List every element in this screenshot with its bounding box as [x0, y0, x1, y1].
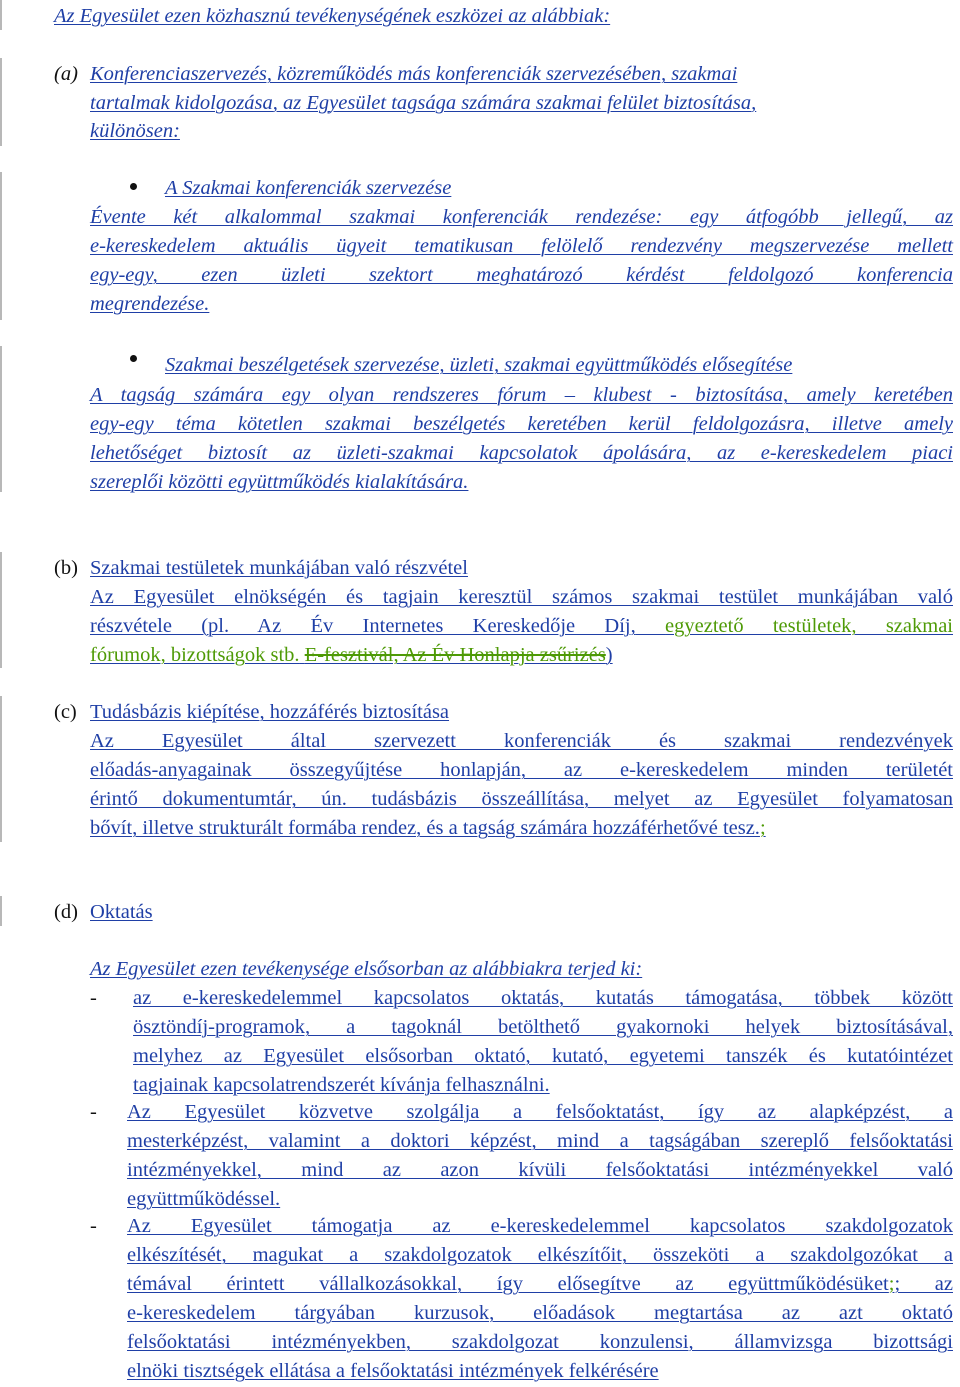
item-a-line: különösen: [90, 120, 180, 142]
item-a-paragraph [90, 62, 910, 152]
bullet-icon [130, 355, 137, 362]
item-d-sub1-line: ösztöndíj-programok, a tagoknál betölthető gyakornoki helyek biztosításával, [133, 1016, 953, 1038]
item-d-sub1 [133, 986, 953, 1106]
item-c-heading: Tudásbázis kiépítése, hozzáférés biztosítása [90, 701, 450, 723]
bullet2-line: egy-egy téma kötetlen szakmai beszélgetés keretében kerül feldolgozásra, illetve amely [90, 413, 953, 435]
item-a-line: tartalmak kidolgozása, az Egyesület tagsága számára szakmai felület biztosítása, [90, 91, 757, 114]
change-bar [0, 346, 2, 492]
item-b-line3-b: E-fesztivál, Az Év Honlapja zsűrizés [304, 644, 606, 666]
item-b-line [90, 643, 613, 667]
item-d-sub3-line: elnöki tisztségek ellátása a felsőoktatási intézmények felkérésére [127, 1360, 659, 1382]
item-d-heading-block [90, 900, 290, 928]
item-a-line: Konferenciaszervezés, közreműködés más konferenciák szervezésében, szakmai [90, 63, 738, 85]
item-c-paragraph [90, 700, 953, 850]
item-c-line: érintő dokumentumtár, ún. tudásbázis összeállítása, melyet az Egyesület folyamatosan [90, 788, 953, 810]
change-bar [0, 696, 2, 842]
dash-marker: - [90, 987, 97, 1009]
item-c-last-a: bővít, illetve strukturált formába rendez, és a tagság számára hozzáférhetővé tesz. [90, 817, 760, 839]
bullet1-heading-block [165, 176, 665, 204]
item-d-sub3-line3-c: ; az [894, 1273, 953, 1295]
item-b-line3-a: fórumok, bizottságok stb. [90, 644, 300, 666]
item-c-line: előadás-anyagainak összegyűjtése honlapján, az e-kereskedelem minden területét [90, 759, 953, 781]
item-d-sub3-line [127, 1272, 953, 1296]
item-b-line2-a: részvétele (pl. Az Év Internetes Kereskedője Díj, [90, 615, 636, 637]
change-bar [0, 172, 2, 320]
change-bar [0, 896, 2, 926]
bullet2-line: lehetőséget biztosít az üzleti-szakmai kapcsolatok ápolására, az e-kereskedelem piaci [90, 442, 953, 464]
item-b-line2-b: egyeztető testületek, szakmai [665, 615, 953, 637]
item-b-line3-c: ) [605, 644, 613, 666]
item-b-line: Az Egyesület elnökségén és tagjain keresztül számos szakmai testület munkájában való [90, 586, 953, 608]
bullet1-line: megrendezése. [90, 293, 210, 315]
item-d-sub3-line: felsőoktatási intézményekben, szakdolgozat konzulensi, államvizsga bizottsági [127, 1331, 953, 1353]
intro-text: Az Egyesület ezen közhasznú tevékenységének eszközei az alábbiak: [54, 5, 611, 27]
bullet1-line: e-kereskedelem aktuális ügyeit tematikusan felölelő rendezvény megszervezése mellett [90, 235, 953, 257]
bullet1-paragraph [90, 205, 953, 325]
item-d-label: (d) [54, 901, 78, 923]
bullet2-paragraph [90, 383, 953, 503]
item-c-last-b: ; [759, 817, 766, 839]
item-d-sub1-line: az e-kereskedelemmel kapcsolatos oktatás, kutatás támogatása, többek között [133, 987, 953, 1009]
change-bar [0, 58, 2, 146]
item-d-sub3-line3-a: témával érintett vállalkozásokkal, így elősegítve az együttműködésüket [127, 1273, 889, 1295]
item-b-label: (b) [54, 557, 78, 579]
item-b-line [90, 614, 953, 638]
item-d-sub3-line3-b: ; [888, 1273, 895, 1295]
item-c-line: Az Egyesület által szervezett konferenciák és szakmai rendezvények [90, 730, 953, 752]
item-d-sub3-line: Az Egyesület támogatja az e-kereskedelemmel kapcsolatos szakdolgozatok [127, 1215, 953, 1237]
item-d-sub1-line: melyhez az Egyesület elsősorban oktató, kutató, egyetemi tanszék és kutatóintézet [133, 1045, 953, 1067]
item-d-heading: Oktatás [90, 901, 153, 923]
bullet2-line: szereplői közötti együttműködés kialakítására. [90, 471, 469, 493]
bullet2-heading: Szakmai beszélgetések szervezése, üzleti, szakmai együttműködés elősegítése [165, 354, 793, 376]
item-c-label: (c) [54, 701, 77, 723]
item-c-line [90, 816, 766, 840]
item-b-heading: Szakmai testületek munkájában való részvétel [90, 557, 468, 579]
bullet2-heading-block [165, 353, 945, 381]
item-d-intro-block [90, 957, 890, 985]
bullet1-heading: A Szakmai konferenciák szervezése [165, 177, 452, 199]
change-bar [0, 552, 2, 668]
intro-paragraph [54, 4, 954, 32]
item-a-label: (a) [54, 63, 78, 85]
dash-marker: - [90, 1215, 97, 1237]
item-d-sub3-line: elkészítését, magukat a szakdolgozatok elkészítőit, összeköti a szakdolgozókat a [127, 1244, 953, 1266]
item-d-sub2-line: Az Egyesület közvetve szolgálja a felsőoktatást, így az alapképzést, a [127, 1101, 953, 1123]
item-d-sub2-line: intézményekkel, mind az azon kívüli felsőoktatási intézményekkel való [127, 1159, 953, 1181]
bullet1-line: egy-egy, ezen üzleti szektort meghatározó kérdést feldolgozó konferencia [90, 264, 953, 286]
item-d-sub3 [127, 1214, 953, 1384]
item-b-paragraph [90, 556, 953, 676]
item-d-sub2-line: együttműködéssel. [127, 1188, 281, 1210]
item-d-sub2 [127, 1100, 953, 1220]
item-d-sub2-line: mesterképzést, valamint a doktori képzést, mind a tagságában szereplő felsőoktatási [127, 1130, 953, 1152]
bullet-icon [130, 183, 137, 190]
item-d-sub3-line: e-kereskedelem tárgyában kurzusok, előadások megtartása az azt oktató [127, 1302, 953, 1324]
bullet2-line: A tagság számára egy olyan rendszeres fórum – klubest - biztosítása, amely keretében [90, 384, 953, 406]
item-d-sub1-line: tagjainak kapcsolatrendszerét kívánja felhasználni. [133, 1074, 550, 1096]
item-d-intro: Az Egyesület ezen tevékenysége elsősorban az alábbiakra terjed ki: [90, 958, 643, 980]
dash-marker: - [90, 1101, 97, 1123]
bullet1-line: Évente két alkalommal szakmai konferenciák rendezése: egy átfogóbb jellegű, az [90, 206, 953, 228]
change-bar [0, 0, 2, 30]
